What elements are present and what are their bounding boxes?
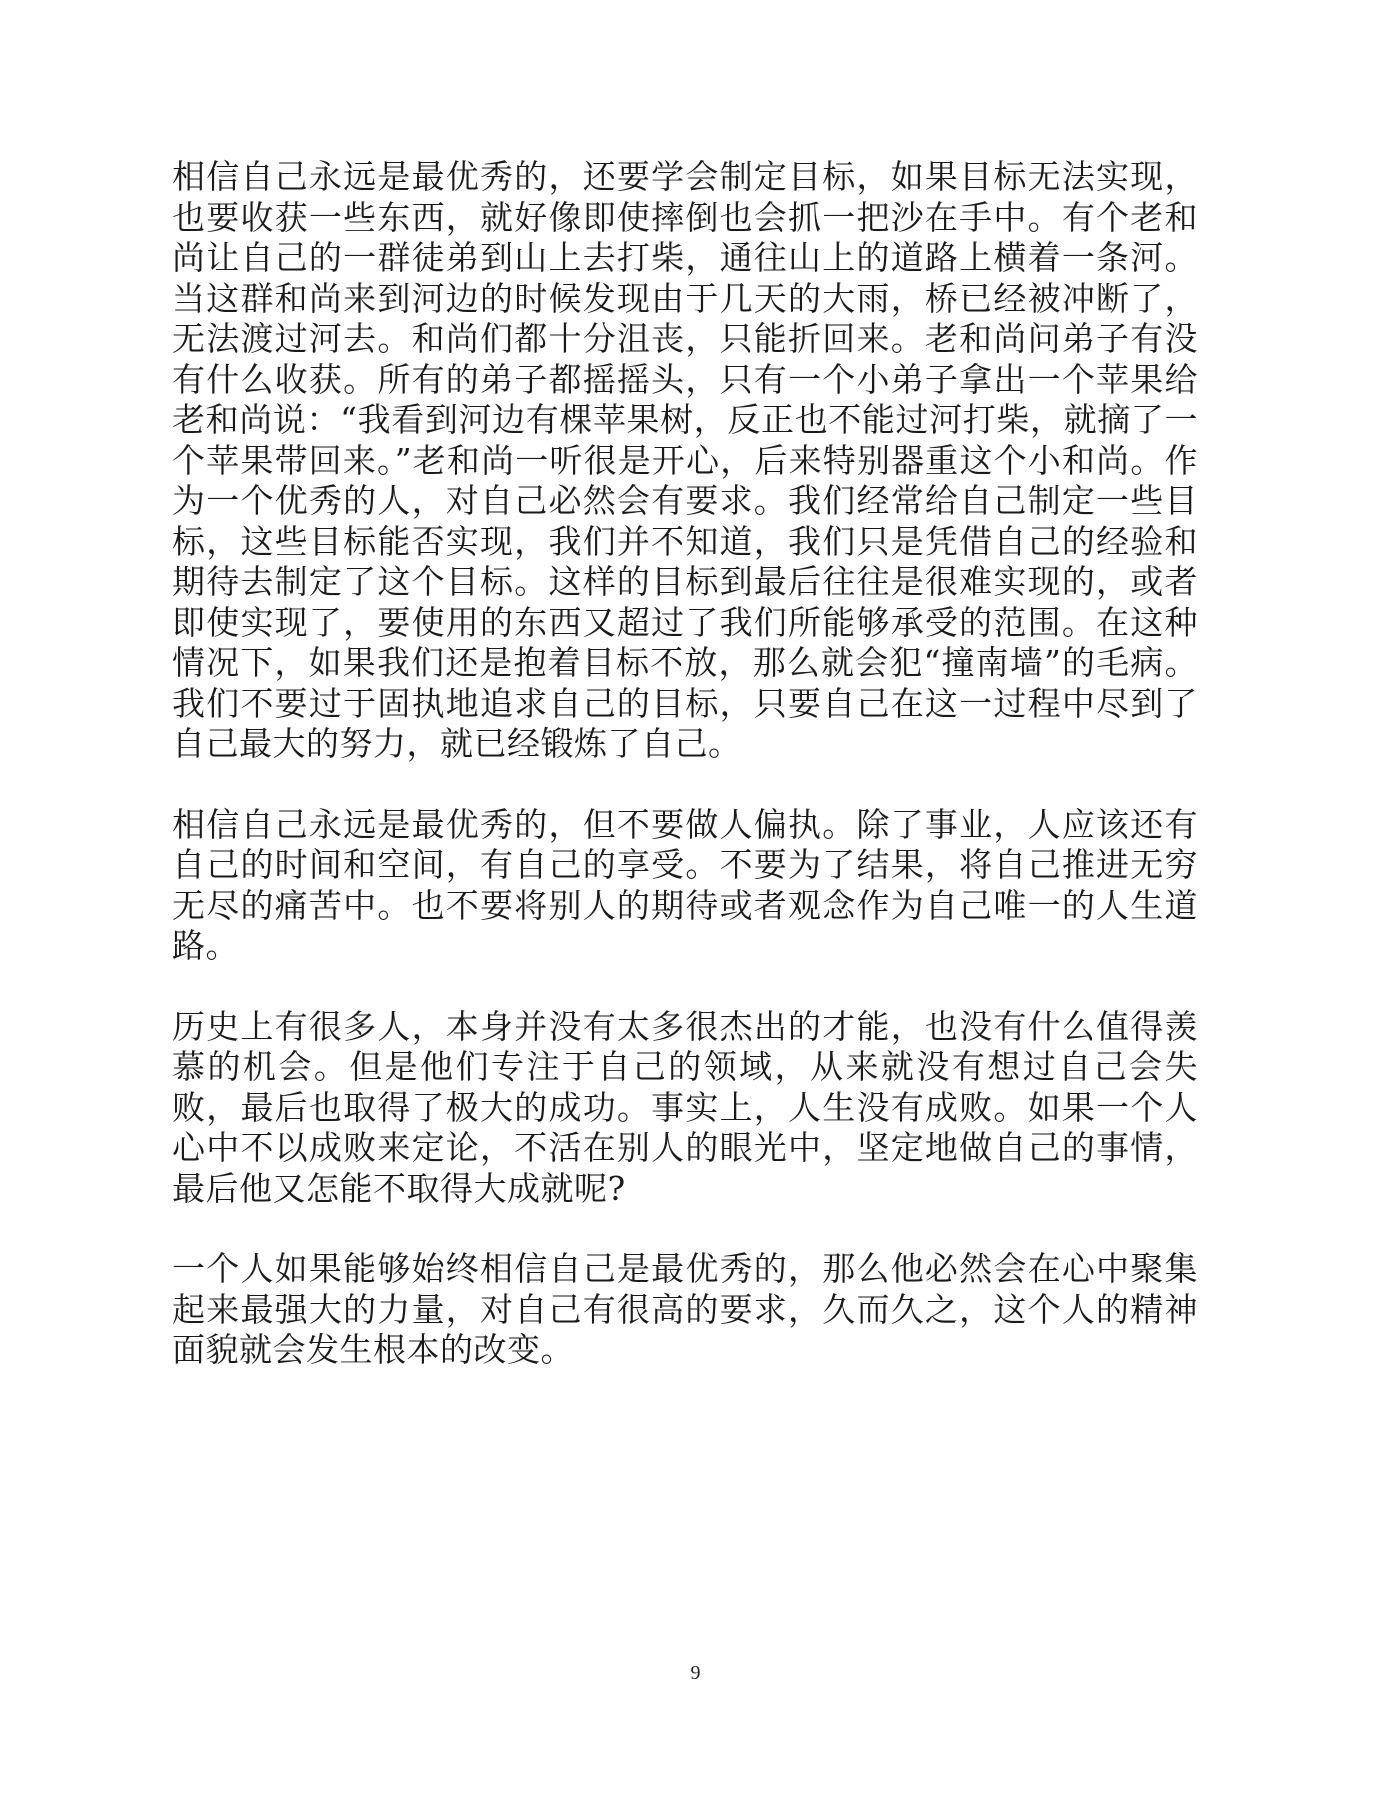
paragraph-goals: 相信自己永远是最优秀的，还要学会制定目标，如果目标无法实现，也要收获一些东西，就好像即使摔倒也会抓一把沙在手中。有个老和尚让自己的一群徒弟到山上去打柴，通往山上的道路上横着一条河。当这群和尚来到河边的时候发现由于几天的大雨，桥已经被冲断了，无法渡过河去。和尚们都十分沮丧，只能折回来。老和尚问弟子有没有什么收获。所有的弟子都摇摇头，只有一个小弟子拿出一个苹果给老和尚说：“我看到河边有棵苹果树，反正也不能过河打柴，就摘了一个苹果带回来。”老和尚一听很是开心，后来特别器重这个小和尚。作为一个优秀的人，对自己必然会有要求。我们经常给自己制定一些目标，这些目标能否实现，我们并不知道，我们只是凭借自己的经验和期待去制定了这个目标。这样的目标到最后往往是很难实现的，或者即使实现了，要使用的东西又超过了我们所能够承受的范围。在这种情况下，如果我们还是抱着目标不放，那么就会犯“撞南墙”的毛病。我们不要过于固执地追求自己的目标，只要自己在这一过程中尽到了自己最大的努力，就已经锻炼了自己。 xyxy=(172,157,1198,763)
body-text xyxy=(172,157,1198,1411)
paragraph-conclusion: 一个人如果能够始终相信自己是最优秀的，那么他必然会在心中聚集起来最强大的力量，对自己有很高的要求，久而久之，这个人的精神面貌就会发生根本的改变。 xyxy=(172,1249,1198,1369)
page-number: 9 xyxy=(690,1662,701,1684)
paragraph-not-stubborn: 相信自己永远是最优秀的，但不要做人偏执。除了事业，人应该还有自己的时间和空间，有自己的享受。不要为了结果，将自己推进无穷无尽的痛苦中。也不要将别人的期待或者观念作为自己唯一的人生道路。 xyxy=(172,804,1198,965)
paragraph-history: 历史上有很多人，本身并没有太多很杰出的才能，也没有什么值得羡慕的机会。但是他们专注于自己的领域，从来就没有想过自己会失败，最后也取得了极大的成功。事实上，人生没有成败。如果一个人心中不以成败来定论，不活在别人的眼光中，坚定地做自己的事情，最后他又怎能不取得大成就呢? xyxy=(172,1006,1198,1208)
